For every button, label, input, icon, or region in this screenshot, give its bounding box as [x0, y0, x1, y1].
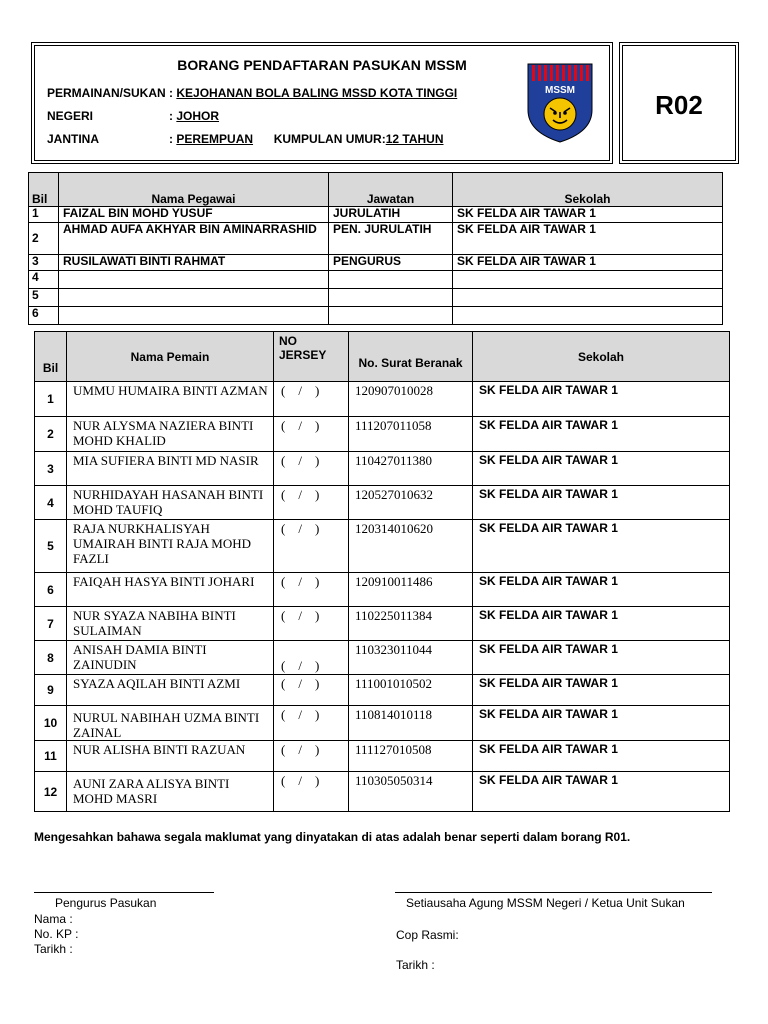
official-bil: 2 [29, 223, 59, 255]
player-nama: NURUL NABIHAH UZMA BINTI ZAINAL [67, 706, 274, 741]
player-bil: 8 [35, 641, 67, 675]
mssm-logo [526, 62, 594, 144]
player-nama: NUR ALYSMA NAZIERA BINTI MOHD KHALID [67, 417, 274, 452]
official-row [29, 223, 723, 255]
official-sekolah: SK FELDA AIR TAWAR 1 [453, 255, 723, 271]
signature-right-cop: Cop Rasmi: [396, 928, 459, 942]
negeri-label: NEGERI [47, 109, 94, 123]
negeri-row [47, 109, 219, 123]
player-nama: NUR ALISHA BINTI RAZUAN [67, 741, 274, 772]
official-row [29, 289, 723, 307]
player-nama: NUR SYAZA NABIHA BINTI SULAIMAN [67, 607, 274, 641]
player-row [35, 452, 730, 486]
official-row [29, 271, 723, 289]
form-header [31, 42, 613, 164]
player-nama: SYAZA AQILAH BINTI AZMI [67, 675, 274, 706]
official-bil: 3 [29, 255, 59, 271]
header-surat-beranak: No. Surat Beranak [349, 332, 473, 382]
player-sekolah: SK FELDA AIR TAWAR 1 [473, 706, 730, 741]
form-code-box [619, 42, 739, 164]
official-sekolah [453, 289, 723, 307]
player-row [35, 741, 730, 772]
permainan-label: PERMAINAN/SUKAN [47, 86, 166, 100]
official-nama [59, 289, 329, 307]
official-row [29, 207, 723, 223]
signature-left-tarikh: Tarikh : [34, 942, 73, 956]
player-nama: AUNI ZARA ALISYA BINTI MOHD MASRI [67, 772, 274, 812]
player-bil: 6 [35, 573, 67, 607]
player-surat: 111207011058 [349, 417, 473, 452]
player-surat: 111127010508 [349, 741, 473, 772]
official-bil: 6 [29, 307, 59, 325]
player-bil: 2 [35, 417, 67, 452]
official-sekolah [453, 271, 723, 289]
header-sekolah: Sekolah [473, 332, 730, 382]
player-row [35, 706, 730, 741]
player-row [35, 675, 730, 706]
official-row [29, 307, 723, 325]
player-surat: 110225011384 [349, 607, 473, 641]
jantina-row [47, 132, 444, 146]
official-jawatan: JURULATIH [329, 207, 453, 223]
header-no-jersey: NO JERSEY [274, 332, 349, 382]
player-surat: 120910011486 [349, 573, 473, 607]
player-jersey: ( / ) [274, 452, 349, 486]
permainan-row [47, 86, 457, 100]
player-row [35, 641, 730, 675]
official-nama: FAIZAL BIN MOHD YUSUF [59, 207, 329, 223]
player-sekolah: SK FELDA AIR TAWAR 1 [473, 382, 730, 417]
signature-left-kp: No. KP : [34, 927, 79, 941]
players-table [34, 331, 730, 812]
player-jersey: ( / ) [274, 675, 349, 706]
player-row [35, 486, 730, 520]
official-jawatan: PENGURUS [329, 255, 453, 271]
player-jersey: ( / ) [274, 520, 349, 573]
form-title: BORANG PENDAFTARAN PASUKAN MSSM [177, 57, 467, 73]
player-bil: 7 [35, 607, 67, 641]
signature-right-title: Setiausaha Agung MSSM Negeri / Ketua Unit Sukan [406, 896, 685, 910]
header-jawatan: Jawatan [329, 173, 453, 207]
player-jersey: ( / ) [274, 641, 349, 675]
player-sekolah: SK FELDA AIR TAWAR 1 [473, 607, 730, 641]
player-surat: 110305050314 [349, 772, 473, 812]
player-surat: 110427011380 [349, 452, 473, 486]
signature-right-tarikh: Tarikh : [396, 958, 435, 972]
player-sekolah: SK FELDA AIR TAWAR 1 [473, 772, 730, 812]
player-bil: 4 [35, 486, 67, 520]
negeri-value: JOHOR [176, 109, 220, 123]
player-bil: 10 [35, 706, 67, 741]
player-row [35, 607, 730, 641]
player-bil: 11 [35, 741, 67, 772]
player-jersey: ( / ) [274, 772, 349, 812]
player-jersey: ( / ) [274, 706, 349, 741]
player-bil: 12 [35, 772, 67, 812]
player-nama: NURHIDAYAH HASANAH BINTI MOHD TAUFIQ [67, 486, 274, 520]
player-sekolah: SK FELDA AIR TAWAR 1 [473, 675, 730, 706]
official-row [29, 255, 723, 271]
official-jawatan [329, 289, 453, 307]
header-bil: Bil [35, 332, 67, 382]
player-nama: RAJA NURKHALISYAH UMAIRAH BINTI RAJA MOHD FAZLI [67, 520, 274, 573]
player-sekolah: SK FELDA AIR TAWAR 1 [473, 520, 730, 573]
colon: : [169, 86, 173, 100]
player-sekolah: SK FELDA AIR TAWAR 1 [473, 573, 730, 607]
header-bil: Bil [29, 173, 59, 207]
logo-text: MSSM [545, 85, 575, 96]
confirmation-statement: Mengesahkan bahawa segala maklumat yang dinyatakan di atas adalah benar seperti dalam borang R01. [34, 830, 631, 844]
player-nama: UMMU HUMAIRA BINTI AZMAN [67, 382, 274, 417]
official-jawatan [329, 307, 453, 325]
official-bil: 4 [29, 271, 59, 289]
signature-left-title: Pengurus Pasukan [55, 896, 157, 910]
permainan-value: KEJOHANAN BOLA BALING MSSD KOTA TINGGI [176, 86, 458, 100]
officials-table [28, 172, 723, 325]
official-nama: AHMAD AUFA AKHYAR BIN AMINARRASHID [59, 223, 329, 255]
official-jawatan: PEN. JURULATIH [329, 223, 453, 255]
colon: : [169, 109, 173, 123]
player-sekolah: SK FELDA AIR TAWAR 1 [473, 486, 730, 520]
players-header-row [35, 332, 730, 382]
player-sekolah: SK FELDA AIR TAWAR 1 [473, 641, 730, 675]
official-sekolah: SK FELDA AIR TAWAR 1 [453, 223, 723, 255]
signature-line-left [34, 892, 214, 893]
player-sekolah: SK FELDA AIR TAWAR 1 [473, 741, 730, 772]
official-sekolah [453, 307, 723, 325]
official-nama [59, 307, 329, 325]
player-surat: 110814010118 [349, 706, 473, 741]
signature-left-nama: Nama : [34, 912, 73, 926]
jantina-value: PEREMPUAN [176, 132, 254, 146]
player-row [35, 520, 730, 573]
jantina-label: JANTINA [47, 132, 100, 146]
player-bil: 1 [35, 382, 67, 417]
player-row [35, 417, 730, 452]
signature-line-right [395, 892, 712, 893]
player-surat: 111001010502 [349, 675, 473, 706]
player-nama: MIA SUFIERA BINTI MD NASIR [67, 452, 274, 486]
official-bil: 5 [29, 289, 59, 307]
official-nama [59, 271, 329, 289]
player-jersey: ( / ) [274, 573, 349, 607]
official-nama: RUSILAWATI BINTI RAHMAT [59, 255, 329, 271]
player-surat: 120314010620 [349, 520, 473, 573]
header-sekolah: Sekolah [453, 173, 723, 207]
player-surat: 120907010028 [349, 382, 473, 417]
player-bil: 5 [35, 520, 67, 573]
player-sekolah: SK FELDA AIR TAWAR 1 [473, 417, 730, 452]
player-nama: ANISAH DAMIA BINTI ZAINUDIN [67, 641, 274, 675]
player-jersey: ( / ) [274, 486, 349, 520]
player-bil: 9 [35, 675, 67, 706]
colon: : [169, 132, 173, 146]
officials-header-row [29, 173, 723, 207]
player-jersey: ( / ) [274, 382, 349, 417]
player-sekolah: SK FELDA AIR TAWAR 1 [473, 452, 730, 486]
player-surat: 110323011044 [349, 641, 473, 675]
official-jawatan [329, 271, 453, 289]
player-row [35, 382, 730, 417]
umur-value: 12 TAHUN [385, 132, 444, 146]
player-nama: FAIQAH HASYA BINTI JOHARI [67, 573, 274, 607]
official-sekolah: SK FELDA AIR TAWAR 1 [453, 207, 723, 223]
player-surat: 120527010632 [349, 486, 473, 520]
header-nama-pegawai: Nama Pegawai [59, 173, 329, 207]
player-bil: 3 [35, 452, 67, 486]
player-row [35, 772, 730, 812]
umur-label: KUMPULAN UMUR: [273, 132, 386, 146]
player-row [35, 573, 730, 607]
form-code: R02 [655, 90, 703, 120]
player-jersey: ( / ) [274, 417, 349, 452]
official-bil: 1 [29, 207, 59, 223]
header-nama-pemain: Nama Pemain [67, 332, 274, 382]
player-jersey: ( / ) [274, 741, 349, 772]
player-jersey: ( / ) [274, 607, 349, 641]
